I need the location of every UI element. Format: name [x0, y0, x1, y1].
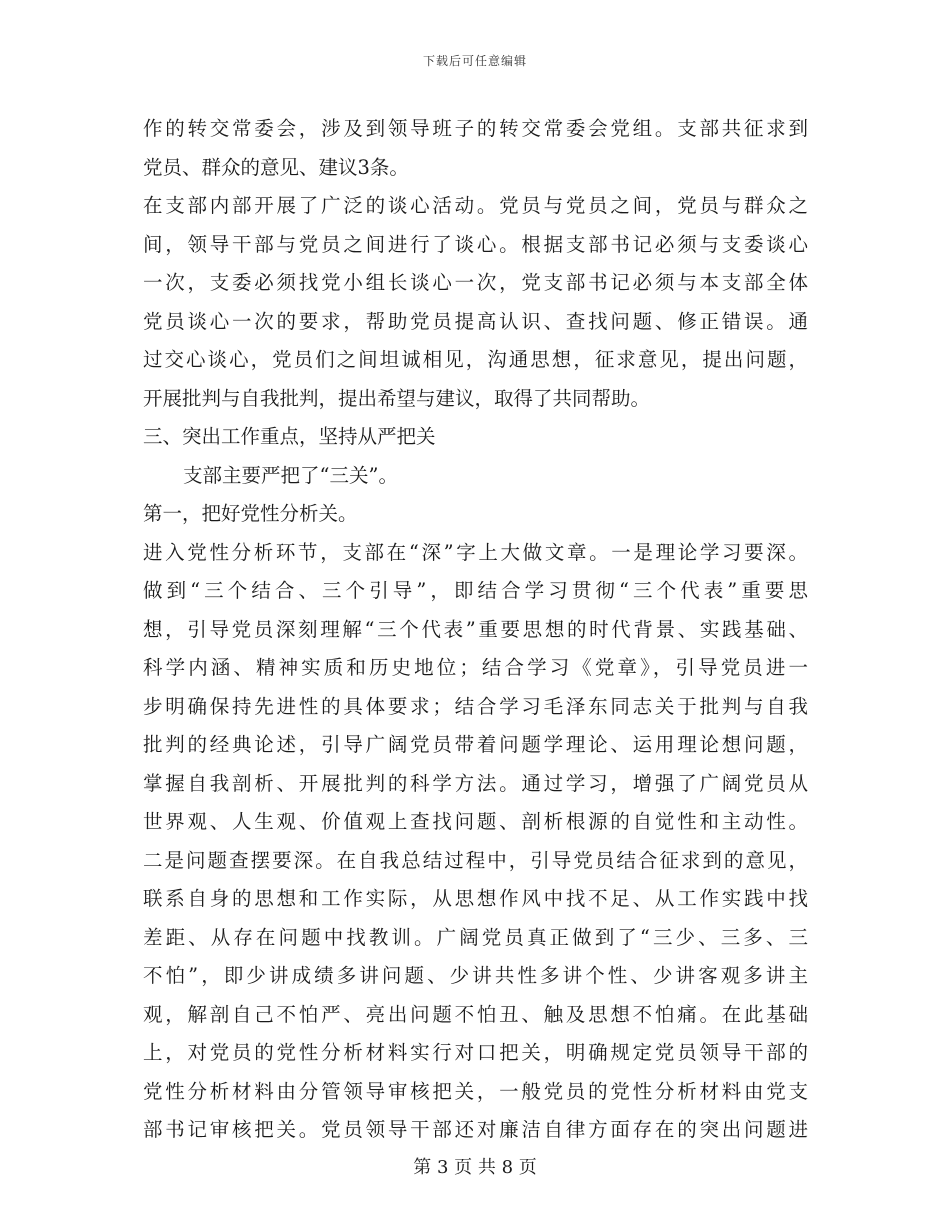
text-line: 做到“三个结合、三个引导”，即结合学习贯彻“三个代表”重要思	[143, 579, 808, 602]
text-line: 在支部内部开展了广泛的谈心活动。党员与党员之间，党员与群众之	[143, 194, 808, 217]
text-line: 间，领导干部与党员之间进行了谈心。根据支部书记必须与支委谈心	[143, 232, 808, 256]
text-line: 二是问题查摆要深。在自我总结过程中，引导党员结合征求到的意见，	[143, 848, 808, 872]
text-line: 部书记审核把关。党员领导干部还对廉洁自律方面存在的突出问题进	[143, 1118, 808, 1141]
text-line: 科学内涵、精神实质和历史地位；结合学习《党章》，引导党员进一	[143, 656, 808, 679]
page-header: 下载后可任意编辑	[422, 54, 527, 68]
text-line: 观，解剖自己不怕严、亮出问题不怕丑、触及思想不怕痛。在此基础	[143, 1002, 808, 1026]
text-line: 步明确保持先进性的具体要求；结合学习毛泽东同志关于批判与自我	[143, 694, 808, 718]
text-line: 想，引导党员深刻理解“三个代表”重要思想的时代背景、实践基础、	[143, 617, 808, 641]
text-line: 一次，支委必须找党小组长谈心一次，党支部书记必须与本支部全体	[143, 271, 808, 294]
text-line: 掌握自我剖析、开展批判的科学方法。通过学习，增强了广阔党员从	[143, 771, 808, 795]
page-footer: 第 3 页 共 8 页	[413, 1157, 537, 1178]
text-line: 党性分析材料由分管领导审核把关，一般党员的党性分析材料由党支	[143, 1079, 808, 1103]
text-line: 党员谈心一次的要求，帮助党员提高认识、查找问题、修正错误。通	[143, 309, 808, 333]
text-line: 上，对党员的党性分析材料实行对口把关，明确规定党员领导干部的	[143, 1041, 808, 1064]
text-line: 第一，把好党性分析关。	[143, 502, 358, 525]
text-line: 世界观、人生观、价值观上查找问题、剖析根源的自觉性和主动性。	[143, 810, 808, 833]
text-line: 三、突出工作重点，坚持从严把关	[143, 425, 436, 448]
text-line: 作的转交常委会，涉及到领导班子的转交常委会党组。支部共征求到	[143, 117, 808, 140]
text-line: 过交心谈心，党员们之间坦诚相见，沟通思想，征求意见，提出问题，	[143, 348, 808, 371]
text-line: 开展批判与自我批判，提出希望与建议，取得了共同帮助。	[143, 386, 651, 410]
text-line: 差距、从存在问题中找教训。广阔党员真正做到了“三少、三多、三	[143, 925, 808, 949]
document-body	[143, 110, 808, 1150]
text-line: 批判的经典论述，引导广阔党员带着问题学理论、运用理论想问题，	[143, 733, 808, 756]
text-line: 进入党性分析环节，支部在“深”字上大做文章。一是理论学习要深。	[143, 540, 808, 564]
text-line: 党员、群众的意见、建议3条。	[143, 155, 409, 179]
text-line: 支部主要严把了“三关”。	[183, 463, 398, 487]
text-line: 不怕”，即少讲成绩多讲问题、少讲共性多讲个性、少讲客观多讲主	[143, 964, 808, 987]
text-line: 联系自身的思想和工作实际，从思想作风中找不足、从工作实践中找	[143, 887, 808, 910]
